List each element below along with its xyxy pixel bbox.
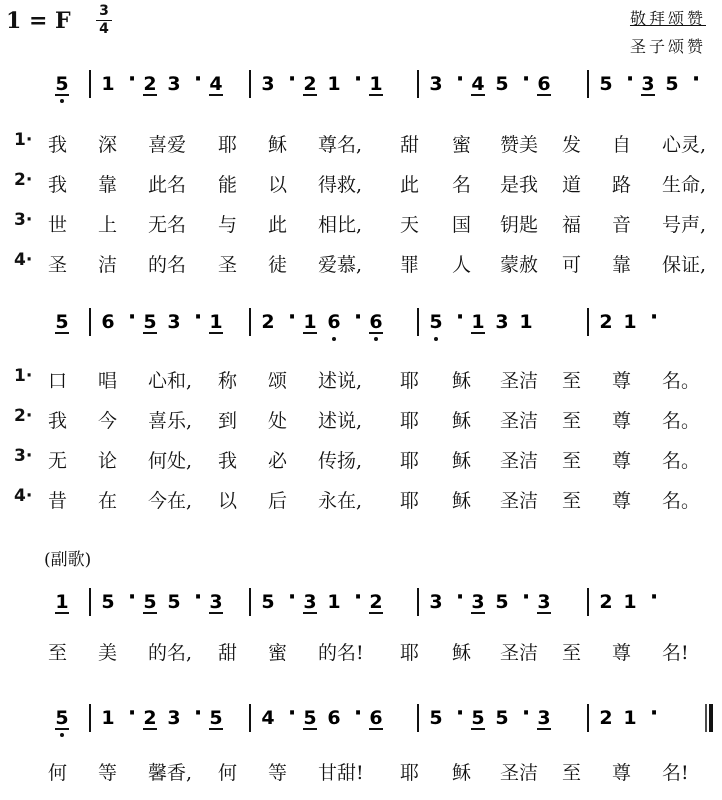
note: 2 [369,591,383,613]
octave-dot [434,337,438,341]
lyric-word: 等 [98,762,118,784]
lyric-word: 圣洁 [500,410,539,432]
lyric-word: 等 [268,762,288,784]
augmentation-dot: · [353,701,363,726]
note: 1 [471,311,485,333]
time-signature [96,4,112,37]
lyric-word: 馨香, [148,762,193,784]
pickup-note: 5 [55,707,69,729]
augmentation-dot: · [127,67,137,92]
lyric-word: 尊 [612,762,632,784]
augmentation-dot: · [649,585,659,610]
augmentation-dot: · [521,701,531,726]
verse-number: 1· [14,130,33,150]
note: 2 [599,311,613,333]
lyric-word: 天 [400,214,420,236]
lyric-word: 蜜 [268,642,288,664]
notation-row-2 [0,302,722,346]
lyric-word: 国 [452,214,472,236]
note: 6 [327,311,341,333]
lyric-word: 保证, [662,254,707,276]
lyric-word: 赞美 [500,134,539,156]
note: 3 [429,591,443,613]
augmentation-dot: · [455,701,465,726]
lyric-word: 蒙赦 [500,254,539,276]
augmentation-dot: · [193,585,203,610]
key-signature: 1 = F [6,8,71,34]
augmentation-dot: · [287,67,297,92]
augmentation-dot: · [625,67,635,92]
note: 6 [369,707,383,729]
lyric-word: 今 [98,410,118,432]
note: 5 [429,707,443,729]
verse-line-2a [12,170,712,200]
verse-number: 2· [14,406,33,426]
lyric-word: 口 [48,370,68,392]
augmentation-dot: · [353,585,363,610]
lyric-word: 稣 [452,370,472,392]
augmentation-dot: · [455,585,465,610]
lyric-word: 与 [218,214,238,236]
augmentation-dot: · [455,67,465,92]
note: 1 [327,591,341,613]
lyric-word: 耶 [218,134,238,156]
lyric-word: 自 [612,134,632,156]
lyric-word: 音 [612,214,632,236]
note: 6 [369,311,383,333]
note: 5 [101,591,115,613]
lyric-word: 永在, [318,490,363,512]
verse-line-4a [12,250,712,280]
lyric-word: 名 [452,174,472,196]
lyric-word: 稣 [452,762,472,784]
lyric-word: 世 [48,214,68,236]
augmentation-dot: · [353,305,363,330]
lyric-word: 昔 [48,490,68,512]
lyric-word: 稣 [452,410,472,432]
lyric-word: 至 [562,490,582,512]
note: 5 [209,707,223,729]
note: 1 [101,73,115,95]
note: 2 [143,707,157,729]
note: 3 [429,73,443,95]
augmentation-dot: · [287,305,297,330]
verse-line-1b [12,366,712,396]
lyric-word: 名。 [662,370,701,392]
note: 4 [471,73,485,95]
note: 4 [209,73,223,95]
note: 1 [303,311,317,333]
lyric-word: 稣 [452,450,472,472]
lyric-word: 至 [562,762,582,784]
verse-number: 4· [14,486,33,506]
pickup-note: 5 [55,311,69,333]
note: 3 [261,73,275,95]
lyric-word: 处 [268,410,288,432]
meter-top: 3 [99,3,109,19]
lyric-word: 相比, [318,214,363,236]
lyric-word: 圣洁 [500,490,539,512]
lyric-word: 耶 [400,370,420,392]
note: 3 [641,73,655,95]
note: 5 [495,591,509,613]
note: 5 [143,311,157,333]
note: 1 [327,73,341,95]
lyric-word: 的名 [148,254,187,276]
lyric-word: 在 [98,490,118,512]
lyric-word: 名! [662,642,689,664]
lyric-word: 我 [48,174,68,196]
note: 3 [303,591,317,613]
lyric-word: 何 [48,762,68,784]
note: 2 [261,311,275,333]
lyric-word: 称 [218,370,238,392]
lyric-word: 以 [268,174,288,196]
lyric-word: 甘甜! [318,762,364,784]
augmentation-dot: · [193,701,203,726]
note: 5 [143,591,157,613]
note: 3 [537,707,551,729]
lyric-word: 甜 [218,642,238,664]
verse-number: 3· [14,446,33,466]
note: 5 [495,707,509,729]
augmentation-dot: · [193,67,203,92]
lyric-word: 耶 [400,410,420,432]
lyric-word: 至 [562,410,582,432]
lyric-word: 述说, [318,410,363,432]
lyric-word: 至 [562,642,582,664]
verse-line-3b [12,446,712,476]
verse-line-2b [12,406,712,436]
note: 1 [623,311,637,333]
pickup-note: 1 [55,591,69,613]
note: 1 [101,707,115,729]
lyric-word: 耶 [400,642,420,664]
augmentation-dot: · [521,67,531,92]
lyric-word: 圣洁 [500,762,539,784]
lyric-word: 得救, [318,174,363,196]
note: 6 [101,311,115,333]
lyric-word: 人 [452,254,472,276]
lyric-word: 心灵, [662,134,707,156]
lyric-word: 稣 [452,642,472,664]
lyric-word: 能 [218,174,238,196]
verse-line-1a [12,130,712,160]
note: 2 [599,707,613,729]
lyric-word: 生命, [662,174,707,196]
lyric-word: 名。 [662,490,701,512]
augmentation-dot: · [521,585,531,610]
lyric-word: 尊名, [318,134,363,156]
lyric-word: 我 [48,410,68,432]
lyric-word: 蜜 [452,134,472,156]
note: 2 [599,591,613,613]
lyric-word: 今在, [148,490,193,512]
pickup-note: 5 [55,73,69,95]
note: 5 [429,311,443,333]
lyric-word: 至 [562,370,582,392]
note: 1 [623,707,637,729]
chorus-line-1 [12,638,712,668]
note: 5 [599,73,613,95]
note: 3 [167,311,181,333]
lyric-word: 述说, [318,370,363,392]
lyric-word: 是我 [500,174,539,196]
notation-svg [0,64,722,108]
lyric-word: 道 [562,174,582,196]
lyric-word: 我 [48,134,68,156]
lyric-word: 甜 [400,134,420,156]
lyric-word: 此名 [148,174,187,196]
lyric-word: 圣 [48,254,68,276]
lyric-word: 尊 [612,450,632,472]
notation-svg [0,698,722,742]
octave-dot [60,733,64,737]
lyric-word: 圣洁 [500,642,539,664]
lyric-word: 圣洁 [500,370,539,392]
lyric-word: 无 [48,450,68,472]
augmentation-dot: · [287,585,297,610]
verse-line-3a [12,210,712,240]
lyric-word: 耶 [400,450,420,472]
lyric-word: 耶 [400,762,420,784]
note: 5 [303,707,317,729]
note: 3 [167,73,181,95]
lyric-word: 的名! [318,642,364,664]
lyric-word: 美 [98,642,118,664]
lyric-word: 名! [662,762,689,784]
lyric-word: 喜爱 [148,134,187,156]
notation-svg [0,582,722,626]
verse-number: 2· [14,170,33,190]
note: 6 [537,73,551,95]
lyric-word: 路 [612,174,632,196]
lyric-word: 唱 [98,370,118,392]
note: 3 [495,311,509,333]
lyric-word: 名。 [662,410,701,432]
note: 3 [471,591,485,613]
lyric-word: 尊 [612,642,632,664]
lyric-word: 的名, [148,642,193,664]
lyric-word: 到 [218,410,238,432]
note: 1 [209,311,223,333]
lyric-word: 至 [562,450,582,472]
lyric-word: 深 [98,134,118,156]
lyric-word: 尊 [612,490,632,512]
note: 1 [369,73,383,95]
lyric-word: 发 [562,134,582,156]
augmentation-dot: · [127,305,137,330]
lyric-word: 喜乐, [148,410,193,432]
lyric-word: 后 [268,490,288,512]
note: 5 [167,591,181,613]
note: 2 [303,73,317,95]
note: 3 [209,591,223,613]
note: 5 [261,591,275,613]
lyric-word: 无名 [148,214,187,236]
note: 2 [143,73,157,95]
lyric-word: 稣 [268,134,288,156]
lyric-word: 圣洁 [500,450,539,472]
lyric-word: 爱慕, [318,254,363,276]
lyric-word: 洁 [98,254,118,276]
lyric-word: 上 [98,214,118,236]
lyric-word: 徒 [268,254,288,276]
chorus-line-2 [12,758,712,788]
lyric-word: 传扬, [318,450,363,472]
note: 4 [261,707,275,729]
note: 6 [327,707,341,729]
lyric-word: 此 [400,174,420,196]
lyric-word: 尊 [612,410,632,432]
notation-row-3 [0,582,722,626]
augmentation-dot: · [649,701,659,726]
augmentation-dot: · [649,305,659,330]
note: 1 [519,311,533,333]
lyric-word: 以 [218,490,238,512]
lyric-word: 圣 [218,254,238,276]
meter-bottom: 4 [99,21,109,37]
credit-line-2: 圣子颂赞 [629,37,706,56]
lyric-word: 罪 [400,254,420,276]
lyric-word: 耶 [400,490,420,512]
note: 3 [167,707,181,729]
octave-dot [60,99,64,103]
verse-number: 1· [14,366,33,386]
lyric-word: 何 [218,762,238,784]
note: 5 [471,707,485,729]
note: 3 [537,591,551,613]
augmentation-dot: · [127,585,137,610]
lyric-word: 尊 [612,370,632,392]
augmentation-dot: · [353,67,363,92]
lyric-word: 福 [562,214,582,236]
credit-line-1: 敬拜颂赞 [629,9,706,28]
lyric-word: 必 [268,450,288,472]
lyric-word: 靠 [612,254,632,276]
lyric-word: 钥匙 [500,214,539,236]
lyric-word: 靠 [98,174,118,196]
note: 5 [495,73,509,95]
lyric-word: 心和, [148,370,193,392]
verse-number: 4· [14,250,33,270]
lyric-word: 此 [268,214,288,236]
lyric-word: 稣 [452,490,472,512]
note: 1 [623,591,637,613]
notation-row-1 [0,64,722,108]
augmentation-dot: · [287,701,297,726]
augmentation-dot: · [193,305,203,330]
augmentation-dot: · [691,67,701,92]
notation-row-4 [0,698,722,742]
lyric-word: 颂 [268,370,288,392]
lyric-word: 可 [562,254,582,276]
lyric-word: 论 [98,450,118,472]
lyric-word: 名。 [662,450,701,472]
lyric-word: 号声, [662,214,707,236]
augmentation-dot: · [127,701,137,726]
lyric-word: 至 [48,642,68,664]
octave-dot [332,337,336,341]
lyric-word: 我 [218,450,238,472]
verse-number: 3· [14,210,33,230]
augmentation-dot: · [455,305,465,330]
verse-line-4b [12,486,712,516]
lyric-word: 何处, [148,450,193,472]
chorus-label: (副歌) [44,550,92,570]
octave-dot [374,337,378,341]
notation-svg [0,302,722,346]
note: 5 [665,73,679,95]
